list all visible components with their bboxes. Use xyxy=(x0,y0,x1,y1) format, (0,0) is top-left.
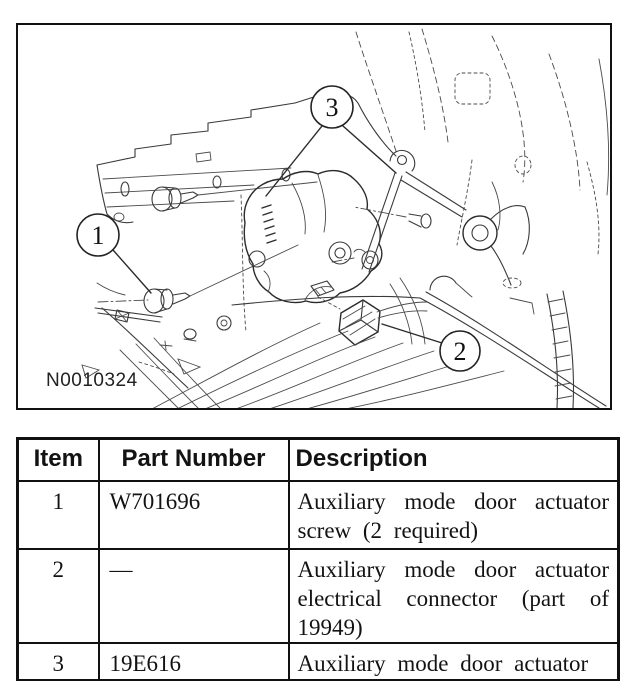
part-number-cell: W701696 xyxy=(99,481,289,549)
parts-table xyxy=(16,437,620,681)
parts-table-header-row xyxy=(18,439,619,482)
callout-1-number: 1 xyxy=(91,221,105,250)
ribbed-band-right xyxy=(547,291,574,408)
callout-2-number: 2 xyxy=(453,337,467,366)
figure-id-label: N0010324 xyxy=(46,370,138,391)
item-number-cell: 2 xyxy=(18,549,99,643)
console-ribs xyxy=(120,278,606,408)
callout-2-badge xyxy=(440,331,480,371)
part-number-cell: — xyxy=(99,549,289,643)
mode-door-actuator-body xyxy=(244,171,382,309)
header-description: Description xyxy=(289,439,619,482)
callout-3-number: 3 xyxy=(325,93,339,122)
bracket-screw xyxy=(354,207,431,228)
dash-panel-background xyxy=(241,29,609,332)
item-number-cell: 3 xyxy=(18,643,99,681)
header-part-number: Part Number xyxy=(99,439,289,482)
table-row xyxy=(18,643,619,681)
actuator-screw xyxy=(144,245,298,313)
description-cell: Auxiliary mode door actuator electrical connector (part of 19949) xyxy=(289,549,619,643)
item-number-cell: 1 xyxy=(18,481,99,549)
actuator-exploded-view-illustration xyxy=(18,25,610,408)
table-row xyxy=(18,549,619,643)
figure-frame xyxy=(16,23,612,410)
description-cell: Auxiliary mode door actuator screw (2 required) xyxy=(289,481,619,549)
description-cell: Auxiliary mode door actuator xyxy=(289,643,619,681)
mounting-bracket xyxy=(362,150,534,314)
part-number-cell: 19E616 xyxy=(99,643,289,681)
callout-1-badge xyxy=(77,214,119,256)
header-item: Item xyxy=(18,439,99,482)
table-row xyxy=(18,481,619,549)
electrical-connector xyxy=(339,300,427,345)
callout-3-badge xyxy=(311,86,353,128)
